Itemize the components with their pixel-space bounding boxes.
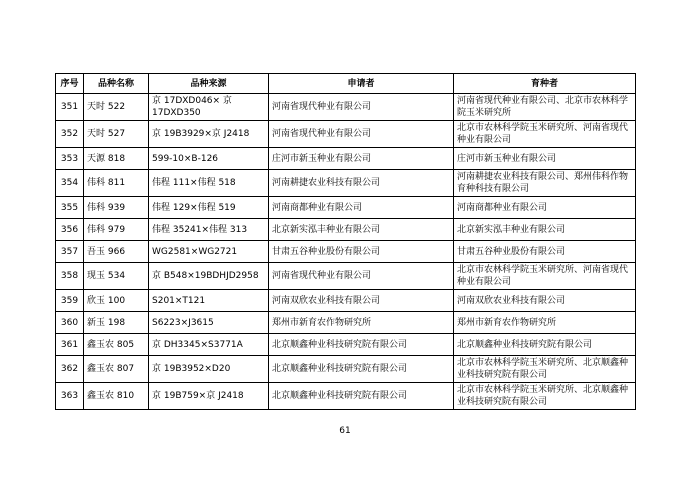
applicant-cell: 甘肃五谷种业股份有限公司 — [269, 241, 454, 263]
serial-cell: 361 — [56, 334, 84, 356]
applicant-cell: 北京顺鑫种业科技研究院有限公司 — [269, 334, 454, 356]
variety-source-cell: 京 17DXD046× 京 17DXD350 — [149, 94, 269, 121]
variety-name-cell: 天源 818 — [84, 148, 149, 170]
breeder-cell: 河南耕捷农业科技有限公司、郑州伟科作物育种科技有限公司 — [454, 170, 636, 197]
serial-cell: 359 — [56, 290, 84, 312]
serial-cell: 360 — [56, 312, 84, 334]
breeder-cell: 北京市农林科学院玉米研究所、河南省现代种业有限公司 — [454, 263, 636, 290]
variety-source-cell: 伟程 35241×伟程 313 — [149, 219, 269, 241]
table-row — [56, 94, 636, 121]
variety-name-cell: 鑫玉农 810 — [84, 383, 149, 410]
variety-name-cell: 鑫玉农 805 — [84, 334, 149, 356]
table-row — [56, 334, 636, 356]
serial-cell: 356 — [56, 219, 84, 241]
variety-source-cell: 京 DH3345×S3771A — [149, 334, 269, 356]
serial-cell: 354 — [56, 170, 84, 197]
variety-name-cell: 鑫玉农 807 — [84, 356, 149, 383]
applicant-cell: 北京顺鑫种业科技研究院有限公司 — [269, 383, 454, 410]
breeder-cell: 北京市农林科学院玉米研究所、河南省现代种业有限公司 — [454, 121, 636, 148]
applicant-cell: 河南省现代种业有限公司 — [269, 121, 454, 148]
table-row — [56, 148, 636, 170]
variety-table — [55, 73, 636, 410]
applicant-cell: 河南省现代种业有限公司 — [269, 263, 454, 290]
variety-source-cell: S6223×J3615 — [149, 312, 269, 334]
variety-name-cell: 天时 522 — [84, 94, 149, 121]
table-row — [56, 219, 636, 241]
variety-source-cell: 京 19B3952×D20 — [149, 356, 269, 383]
serial-cell: 363 — [56, 383, 84, 410]
header-variety-source: 品种来源 — [149, 74, 269, 94]
table-row — [56, 356, 636, 383]
variety-name-cell: 现玉 534 — [84, 263, 149, 290]
table-row — [56, 170, 636, 197]
table-row — [56, 197, 636, 219]
variety-name-cell: 伟科 979 — [84, 219, 149, 241]
variety-source-cell: 京 B548×19BDHJD2958 — [149, 263, 269, 290]
serial-cell: 355 — [56, 197, 84, 219]
applicant-cell: 河南省现代种业有限公司 — [269, 94, 454, 121]
serial-cell: 351 — [56, 94, 84, 121]
serial-cell: 353 — [56, 148, 84, 170]
header-variety-name: 品种名称 — [84, 74, 149, 94]
breeder-cell: 郑州市新育农作物研究所 — [454, 312, 636, 334]
page-number: 61 — [339, 426, 351, 436]
breeder-cell: 河南商都种业有限公司 — [454, 197, 636, 219]
breeder-cell: 河南双欣农业科技有限公司 — [454, 290, 636, 312]
header-breeder: 育种者 — [454, 74, 636, 94]
serial-cell: 362 — [56, 356, 84, 383]
serial-cell: 352 — [56, 121, 84, 148]
breeder-cell: 河南省现代种业有限公司、北京市农林科学院玉米研究所 — [454, 94, 636, 121]
variety-source-cell: 京 19B3929×京 J2418 — [149, 121, 269, 148]
serial-cell: 357 — [56, 241, 84, 263]
variety-name-cell: 欣玉 100 — [84, 290, 149, 312]
breeder-cell: 甘肃五谷种业股份有限公司 — [454, 241, 636, 263]
header-applicant: 申请者 — [269, 74, 454, 94]
table-header-row — [56, 74, 636, 94]
variety-source-cell: 伟程 111×伟程 518 — [149, 170, 269, 197]
table-row — [56, 263, 636, 290]
breeder-cell: 庄河市新玉种业有限公司 — [454, 148, 636, 170]
applicant-cell: 北京顺鑫种业科技研究院有限公司 — [269, 356, 454, 383]
breeder-cell: 北京顺鑫种业科技研究院有限公司 — [454, 334, 636, 356]
variety-name-cell: 新玉 198 — [84, 312, 149, 334]
table-row — [56, 383, 636, 410]
variety-name-cell: 吾玉 966 — [84, 241, 149, 263]
table-row — [56, 290, 636, 312]
breeder-cell: 北京市农林科学院玉米研究所、北京顺鑫种业科技研究院有限公司 — [454, 383, 636, 410]
variety-name-cell: 天时 527 — [84, 121, 149, 148]
variety-source-cell: 京 19B759×京 J2418 — [149, 383, 269, 410]
applicant-cell: 河南商都种业有限公司 — [269, 197, 454, 219]
applicant-cell: 郑州市新育农作物研究所 — [269, 312, 454, 334]
variety-source-cell: 伟程 129×伟程 519 — [149, 197, 269, 219]
breeder-cell: 北京市农林科学院玉米研究所、北京顺鑫种业科技研究院有限公司 — [454, 356, 636, 383]
header-serial: 序号 — [56, 74, 84, 94]
applicant-cell: 庄河市新玉种业有限公司 — [269, 148, 454, 170]
table-row — [56, 241, 636, 263]
breeder-cell: 北京新实泓丰种业有限公司 — [454, 219, 636, 241]
variety-source-cell: 599-10×B-126 — [149, 148, 269, 170]
table-row — [56, 312, 636, 334]
variety-name-cell: 伟科 939 — [84, 197, 149, 219]
variety-name-cell: 伟科 811 — [84, 170, 149, 197]
applicant-cell: 河南双欣农业科技有限公司 — [269, 290, 454, 312]
variety-source-cell: WG2581×WG2721 — [149, 241, 269, 263]
applicant-cell: 河南耕捷农业科技有限公司 — [269, 170, 454, 197]
serial-cell: 358 — [56, 263, 84, 290]
applicant-cell: 北京新实泓丰种业有限公司 — [269, 219, 454, 241]
variety-source-cell: S201×T121 — [149, 290, 269, 312]
table-row — [56, 121, 636, 148]
table-body — [56, 94, 636, 410]
